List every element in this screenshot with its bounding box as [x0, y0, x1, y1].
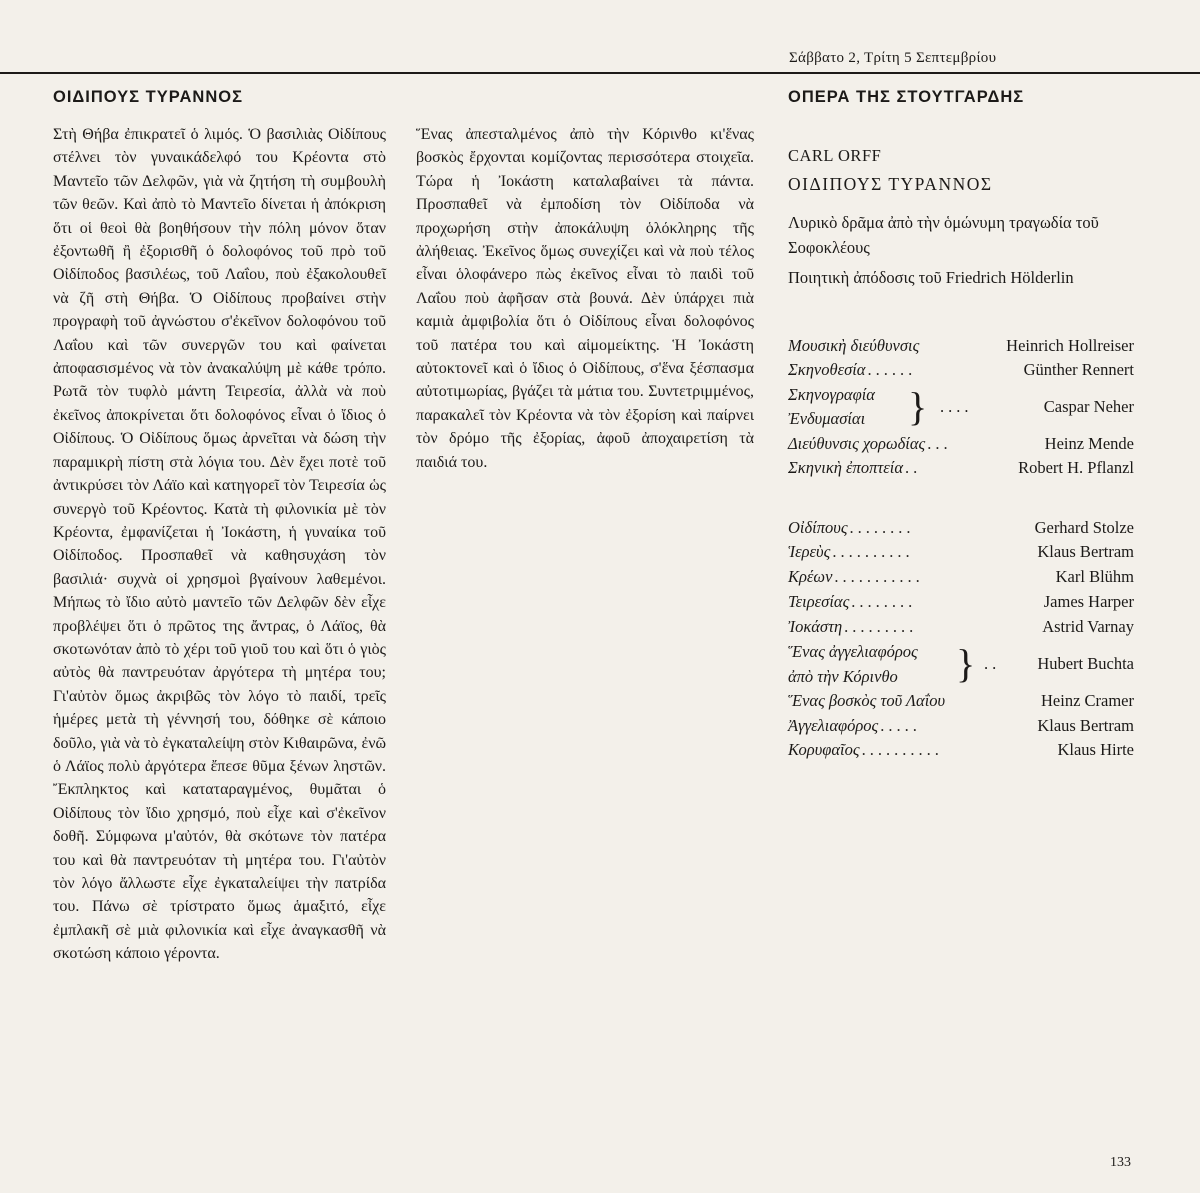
page-number: 133 — [1110, 1155, 1131, 1170]
cast-row — [788, 716, 1134, 740]
cast-role: Ἰοκάστη — [788, 617, 843, 636]
cast-row — [788, 567, 1134, 591]
synopsis-column-2 — [416, 123, 754, 474]
cast-braced-block — [788, 642, 1134, 692]
opera-subtitle: Λυρικὸ δρᾶμα ἀπὸ τὴν ὁμώνυμη τραγωδία τοῦ Σοφοκλέους — [788, 213, 1099, 257]
opera-title: ΟΙΔΙΠΟΥΣ ΤΥΡΑΝΝΟΣ — [788, 174, 993, 194]
cast-role: Ἕνας βοσκὸς τοῦ Λαΐου — [788, 691, 946, 710]
cast-role: Οἰδίπους — [788, 518, 848, 537]
credit-role: Διεύθυνσις χορωδίας — [788, 434, 926, 453]
cast-name: Klaus Bertram — [1037, 716, 1134, 735]
cast-role: Κρέων — [788, 567, 833, 586]
synopsis-text-2: Ἕνας ἀπεσταλμένος ἀπὸ τὴν Κόρινθο κι'ἕνας βοσκὸς ἔρχονται κομίζοντας περισσότερα στοιχεῖα. Τώρα ἡ Ἰοκάστη καταλαβαίνει τὰ πάντα. Προσπαθεῖ νὰ ἐμποδίση τὸν Οἰδίποδα νὰ προχωρήση στὴν ἀποκάλυψη ὁλόκληρης τῆς ἀλήθειας. Ἐκεῖνος ὅμως συνεχίζει καὶ νὰ ποὺ τέλος εἶναι ὁλοφάνερο πὼς ἐκεῖνος εἶναι τὸ παιδὶ τοῦ Λαΐου ποὺ ἀφῆσαν στὰ βουνά. Δὲν ὑπάρχει πιὰ καμιὰ ἀμφιβολία ὅτι ὁ Οἰδίπους εἶναι δολοφόνος τοῦ πατέρα του καὶ αἱμομείκτης. Ἡ Ἰοκάστη αὐτοκτονεῖ καὶ ὁ ἴδιος ὁ Οἰδίπους, σ'ἕνα ξέσπασμα αὐτοτιμωρίας, βγάζει τὰ μάτια του. Συντετριμμένος, παρακαλεῖ τὸν Κρέοντα νὰ τὸν ἐξορίση καὶ παίρνει τὸν δρόμο τῆς ἐξορίας, ἀφοῦ ἀποχαιρετίση τὰ παιδιά του. — [416, 126, 754, 471]
brace: } — [908, 384, 928, 429]
cast-role: Τειρεσίας — [788, 592, 850, 611]
cast-dots: ........... — [834, 567, 924, 586]
credit-name: Caspar Neher — [1043, 397, 1134, 416]
credit-row — [788, 458, 1134, 482]
cast-role: Ἕνας ἀγγελιαφόρος — [788, 642, 918, 661]
translation-credit: Ποιητικὴ ἀπόδοσις τοῦ Friedrich Hölderlin — [788, 268, 1074, 287]
cast-name: James Harper — [1043, 592, 1134, 611]
credit-name: Heinz Mende — [1044, 434, 1134, 453]
cast-name: Klaus Bertram — [1037, 542, 1134, 561]
cast-role: ἀπὸ τὴν Κόρινθο — [788, 667, 898, 686]
credit-name: Heinrich Hollreiser — [1006, 336, 1134, 355]
credit-role: Σκηνοθεσία — [788, 360, 866, 379]
cast-dots: ........ — [851, 592, 917, 611]
left-heading: ΟΙΔΙΠΟΥΣ ΤΥΡΑΝΝΟΣ — [53, 88, 243, 106]
cast-dots: ......... — [844, 617, 918, 636]
credit-role: Μουσικὴ διεύθυνσις — [788, 336, 920, 355]
cast-dots: .......... — [832, 542, 914, 561]
cast-dots: ..... — [880, 716, 921, 735]
credit-dots: ... — [927, 434, 952, 453]
cast-dots: .. — [984, 654, 1001, 673]
credit-row — [788, 336, 1134, 360]
composer: CARL ORFF — [788, 146, 882, 165]
credit-braced-block — [788, 385, 1134, 435]
cast-row — [788, 691, 1134, 715]
cast-row — [788, 518, 1134, 542]
credit-dots: .... — [940, 397, 973, 416]
credit-row — [788, 434, 1134, 458]
brace: } — [956, 641, 976, 686]
cast-name: Astrid Varnay — [1042, 617, 1134, 636]
cast-name: Klaus Hirte — [1057, 740, 1134, 759]
credit-row — [788, 360, 1134, 384]
cast-dots: .......... — [861, 740, 943, 759]
cast-name: Gerhard Stolze — [1034, 518, 1134, 537]
cast-role: Ἀγγελιαφόρος — [788, 716, 879, 735]
credit-role: Σκηνικὴ ἐποπτεία — [788, 458, 903, 477]
cast-row — [788, 592, 1134, 616]
credit-name: Robert H. Pflanzl — [1018, 458, 1134, 477]
credit-dots: .. — [904, 458, 922, 477]
credit-dots: ...... — [867, 360, 917, 379]
cast-name: Heinz Cramer — [1041, 691, 1134, 710]
cast-name: Hubert Buchta — [1037, 654, 1134, 673]
credit-name: Günther Rennert — [1023, 360, 1134, 379]
cast-role: Κορυφαῖος — [788, 740, 860, 759]
cast-role: Ἱερεὺς — [788, 542, 831, 561]
synopsis-column-1 — [53, 123, 386, 966]
cast-dots: ........ — [849, 518, 915, 537]
cast-row — [788, 740, 1134, 764]
cast-row — [788, 617, 1134, 641]
cast-name: Karl Blühm — [1055, 567, 1134, 586]
cast-row — [788, 542, 1134, 566]
running-head: Σάββατο 2, Τρίτη 5 Σεπτεμβρίου — [789, 50, 997, 66]
synopsis-text-1: Στὴ Θήβα ἐπικρατεῖ ὁ λιμός. Ὁ βασιλιὰς Οἰδίπους στέλνει τὸν γυναικάδελφό του Κρέοντα στὸ Μαντεῖο τῶν Δελφῶν, γιὰ νὰ ζητήση τὴ συμβουλὴ τῶν θεῶν. Καὶ ἀπὸ τὸ Μαντεῖο δίνεται ἡ ἀπόκριση ὅτι οἱ θεοὶ θὰ βοηθήσουν τὴν πόλη μόνον ὅταν ἐξοντωθῆ ἢ ἐξορισθῆ ὁ δολοφόνος τοῦ πρὸ τοῦ Οἰδίποδος βασιλέως, τοῦ Λαΐου, ποὺ ἐξακολουθεῖ νὰ ζῆ στὴ Θήβα. Ὁ Οἰδίπους προβαίνει στὴν προγραφὴ τοῦ ἀγνώστου σ'ἐκεῖνον δολοφόνου τοῦ Λαΐου καὶ τῶν συνεργῶν του καὶ φαίνεται ἀποφασισμένος νὰ τὸν ἀνακαλύψη μὲ κάθε τρόπο. Ρωτᾶ τὸν τυφλὸ μάντη Τειρεσία, ἀλλὰ νὰ ποὺ ἐκεῖνος ἀποκρίνεται ὅτι δολοφόνος εἶναι ὁ ἴδιος ὁ Οἰδίπους. Ὁ Οἰδίπους ὅμως ἀρνεῖται νὰ δώση τὴν παραμικρὴ πίστη στὰ λόγια του. Δὲν ἔχει ποτὲ τοῦ ἀντικρύσει τὸν Λάϊο καὶ κατηγορεῖ τὸν Τειρεσία ὡς συνεργὸ τοῦ Κρέοντος. Κατὰ τὴ φιλονικία μὲ τὸν Κρέοντα, ἐμφανίζεται ἡ Ἰοκάστη, ἡ γυναίκα τοῦ Οἰδίποδος. Προσπαθεῖ νὰ καθησυχάση τὸν βασιλιά· συχνὰ οἱ χρησμοὶ βγαίνουν λαθεμένοι. Μήπως τὸ ἴδιο αὐτὸ μαντεῖο τῶν Δελφῶν δὲν εἶχε προβλέψει ὅτι ὁ πρῶτος της ἄντρας, ὁ Λάϊος, θὰ σκοτωνόταν ἀπὸ τὸ χέρι τοῦ γιοῦ του καὶ ὅτι ὁ γιὸς αὐτὸς θὰ παντρευόταν ἀργότερα τὴ μητέρα του; Γι'αὐτὸν ὅμως ἀκριβῶς τὸν λόγο τὸ παιδί, τρεῖς ἡμέρες μετὰ τὴ γέννησή του, δόθηκε σὲ κάποιο δοῦλο, γιὰ νὰ τὸ ἐγκαταλείψη στὸν Κιθαιρῶνα, ἐνῶ ὁ Λάϊος πολὺ ἀργότερα ἔπεσε θῦμα ξένων ληστῶν. Ἔκπληκτος καὶ καταταραγμένος, θυμᾶται ὁ Οἰδίπους τὸν ἴδιο χρησμό, ποὺ εἶχε καὶ σ'ἐκεῖνον δοθῆ. Σύμφωνα μ'αὐτόν, θὰ σκότωνε τὸν πατέρα του καὶ θὰ παντρευόταν τὴ μητέρα του. Γι'αὐτὸν τὸν λόγο ἄλλωστε εἶχε ἐγκαταλείψει τὴν πατρίδα του. Πάνω σὲ τρίστρατο ὅμως ἁμαξιτό, εἶχε ἐμπλακῆ σὲ μιὰ φιλονικία καὶ εἶχε ἀναγκασθῆ νὰ σκοτώση κάποιο γέροντα. — [53, 126, 386, 963]
right-heading: ΟΠΕΡΑ ΤΗΣ ΣΤΟΥΤΓΑΡΔΗΣ — [788, 88, 1025, 106]
credit-role: Σκηνογραφία — [788, 385, 875, 404]
header-rule — [0, 72, 1200, 74]
credit-role: Ἐνδυμασίαι — [788, 409, 866, 428]
